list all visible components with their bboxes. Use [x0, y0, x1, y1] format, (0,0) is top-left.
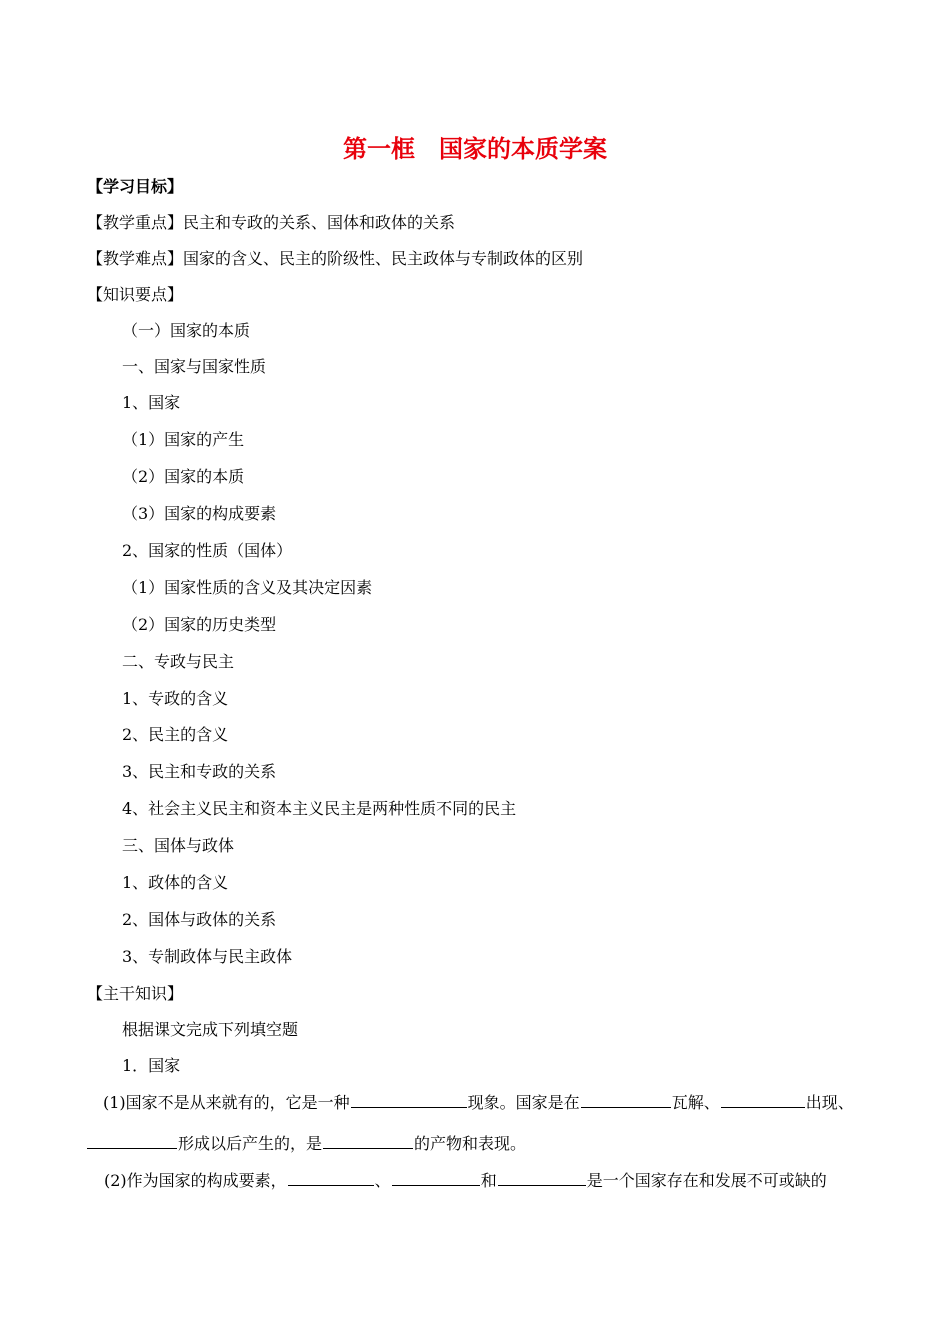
outline-item: 2、国家的性质（国体） — [122, 541, 293, 560]
instruction-text: 根据课文完成下列填空题 — [122, 1020, 299, 1039]
fill-blank[interactable] — [351, 1091, 467, 1108]
outline-item: 3、专制政体与民主政体 — [122, 947, 293, 966]
question-2-line-1 — [104, 1169, 827, 1193]
outline-item: （2）国家的历史类型 — [122, 615, 277, 634]
key-points-text: 民主和专政的关系、国体和政体的关系 — [183, 213, 456, 232]
outline-item: 一、国家与国家性质 — [122, 357, 267, 376]
fill-blank[interactable] — [581, 1091, 671, 1108]
question-text: (2)作为国家的构成要素， — [104, 1171, 287, 1190]
outline-item: 二、专政与民主 — [122, 652, 235, 671]
fill-blank[interactable] — [323, 1132, 413, 1149]
question-text: 、 — [374, 1171, 391, 1190]
question-1-line-2 — [87, 1132, 526, 1156]
question-text: 的产物和表现。 — [414, 1134, 527, 1153]
main-knowledge-heading: 【主干知识】 — [87, 984, 184, 1003]
question-1-line-1 — [103, 1091, 854, 1115]
outline-item: 2、民主的含义 — [122, 725, 229, 744]
question-text: (1)国家不是从来就有的，它是一种 — [103, 1093, 350, 1112]
question-text: 形成以后产生的，是 — [178, 1134, 323, 1153]
outline-item: （2）国家的本质 — [122, 467, 245, 486]
outline-item: 2、国体与政体的关系 — [122, 910, 277, 929]
difficult-points-text: 国家的含义、民主的阶级性、民主政体与专制政体的区别 — [183, 249, 584, 268]
question-text: 现象。国家是在 — [467, 1093, 580, 1112]
fill-blank[interactable] — [721, 1091, 805, 1108]
outline-item: 三、国体与政体 — [122, 836, 235, 855]
key-points-line — [87, 211, 455, 235]
question-text: 和 — [480, 1171, 497, 1190]
outline-item: （一）国家的本质 — [122, 321, 251, 340]
key-points-label: 【教学重点】 — [87, 213, 184, 232]
outline-item: 4、社会主义民主和资本主义民主是两种性质不同的民主 — [122, 799, 517, 818]
outline-item: 3、民主和专政的关系 — [122, 762, 277, 781]
question-text: 是一个国家存在和发展不可或缺的 — [586, 1171, 827, 1190]
objectives-heading: 【学习目标】 — [87, 177, 184, 196]
fill-blank[interactable] — [392, 1169, 480, 1186]
question-text: 出现、 — [805, 1093, 854, 1112]
outline-item: （1）国家性质的含义及其决定因素 — [122, 578, 373, 597]
question-text: 瓦解、 — [671, 1093, 720, 1112]
outline-item: （1）国家的产生 — [122, 430, 245, 449]
document-title: 第一框 国家的本质学案 — [343, 135, 607, 163]
fill-blank[interactable] — [498, 1169, 586, 1186]
outline-item: （3）国家的构成要素 — [122, 504, 277, 523]
difficult-points-line — [87, 247, 583, 271]
fill-blank[interactable] — [87, 1132, 177, 1149]
section-heading: 1．国家 — [122, 1056, 181, 1075]
outline-item: 1、国家 — [122, 393, 181, 412]
knowledge-heading: 【知识要点】 — [87, 285, 184, 304]
difficult-points-label: 【教学难点】 — [87, 249, 184, 268]
outline-item: 1、政体的含义 — [122, 873, 229, 892]
fill-blank[interactable] — [288, 1169, 374, 1186]
outline-item: 1、专政的含义 — [122, 689, 229, 708]
